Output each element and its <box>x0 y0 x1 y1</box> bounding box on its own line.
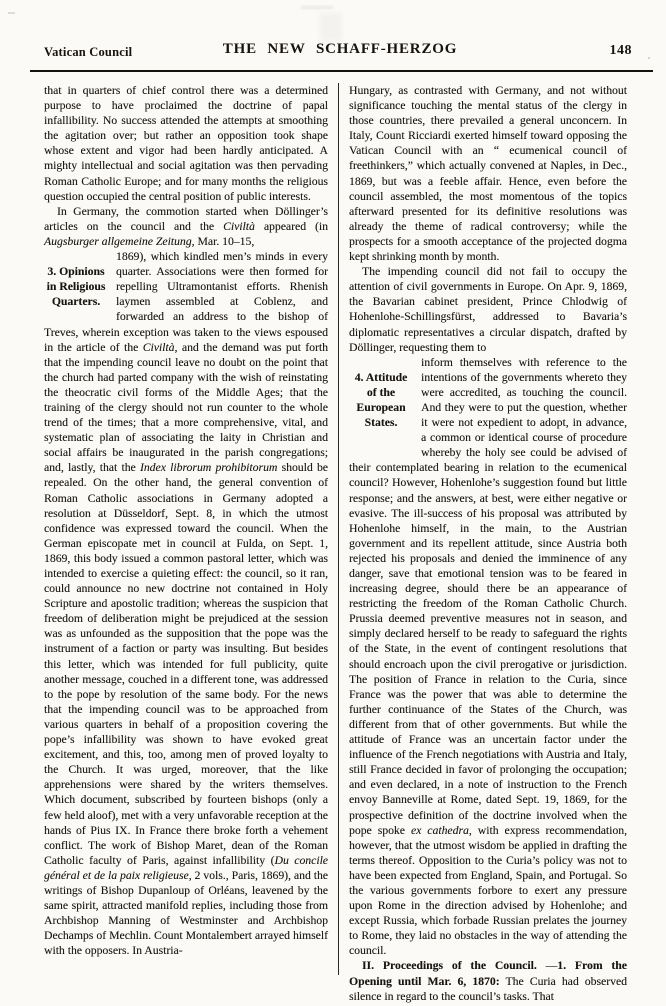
page-number: 148 <box>609 43 632 58</box>
cut-in-heading-line: 3. Opinions <box>47 264 105 278</box>
header-rule <box>30 70 653 72</box>
column-divider <box>338 83 339 975</box>
running-head-article-title: Vatican Council <box>44 45 133 59</box>
left-column <box>44 83 328 1004</box>
encyclopedia-title: THE NEW SCHAFF-HERZOG <box>222 41 458 57</box>
paragraph-attitude-body <box>349 355 627 959</box>
cut-in-heading-line: in Religious <box>46 279 106 293</box>
paragraph-text: 1869), which kindled men’s minds in every quarter. Associations were then formed for repelling Ultramontanist efforts. Rhenish laymen assembled at Coblenz, and forwarded an address to the bishop of Treves, wherein exception was taken to the views espoused in the article of the Civiltà, and the demand was put forth that the impending council leave no doubt on the point that the church had parted company with the wish of reinstating the theocratic civil forms of the Middle Ages; that the training of the clergy should not run counter to the whole trend of the times; that a more comprehensive, vital, and systematic plan of associating the laity in Christian and social affairs be inaugurated in the parish congregations; and, lastly, that the Index librorum prohibitorum should be repealed. On the other hand, the general convention of Roman Catholic associations in Germany adopted a resolution at Düsseldorf, Sept. 8, in which the utmost confidence was expressed toward the council. When the German episcopate met in council at Fulda, on Sept. 1, 1869, this body issued a common pastoral letter, which was intended to exercise a quieting effect: the council, so it ran, could announce no new doctrine not contained in Holy Scripture and apostolic tradition; whereas the suspicion that freedom of deliberation might be prejudiced at the session was as unfounded as the supposition that the pope was the instrument of a faction or party was insulting. But besides this letter, which was intended for full publicity, quite another message, couched in a different tone, was addressed to the pope by resolution of the same body. For the news that the impending council was to be approached from various quarters in behalf of a proposition covering the pope’s infallibility was shown to have evoked great excitement, and this, too, among men of proved loyalty to the Church. It was urged, moreover, that the like apprehensions were shared by the writers themselves. Which document, subscribed by fourteen bishops (only a few held aloof), met with a very unfavorable reception at the hands of Pius IX. In France there broke forth a vehement conflict. The work of Bishop Maret, dean of the Roman Catholic faculty of Paris, against infallibility (Du concile général et de la paix religieuse, 2 vols., Paris, 1869), and the writings of Bishop Dupanloup of Orléans, leavened by the same spirit, attracted manifold replies, including those from Archbishop Manning of Westminster and Archbishop Dechamps of Mechlin. Count Montalembert arrayed himself with the opposers. In Austria- <box>44 250 328 958</box>
paragraph-proceedings: II. Proceedings of the Council. —1. From the Opening until Mar. 6, 1870: The Curia had observed silence in regard to the council’s tasks. That <box>349 959 627 1003</box>
paragraph-continuation: that in quarters of chief control there was a determined purpose to have proclaimed the doctrine of papal infallibility. No success attended the attempts at smoothing the agitation over; but rather an opposition took shape whose extent and vigor had been hardly anticipated. A mighty intellectual and social agitation was then pervading Roman Catholic Europe; and for many months the religious question occupied the central position of public interests. <box>44 84 328 203</box>
text-columns <box>44 83 628 1004</box>
paragraph-text: inform themselves with reference to the intentions of the governments whereto they were accredited, as touching the council. And they were to put the question, whether it were not expedient to adopt, in advance, a common or identical course of procedure whereby the holy see could be advised of their contemplated bearing in relation to the ecumenical council? However, Hohenlohe’s suggestion found but little response; and the answers, at best, were either negative or evasive. The ill-success of his proposal was attributed by Hohenlohe himself, in the main, to the Austrian government and its repellent attitude, since Austria both rejected his proposals and denied the imminence of any danger, save that emotional tension was to be feared in increasing degree, should there be an appearance of restricting the freedom of the Roman Catholic Church. Prussia deemed preventive measures not in season, and simply declared herself to be ready to safeguard the rights of the State, in the event of contingent resolutions that should encroach upon the civil prerogative or jurisdiction. The position of France in relation to the Curia, since France was the power that was able to determine the further continuance of the States of the Church, was different from that of other governments. But while the attitude of France was an uncertain factor under the influence of the French negotiations with Austria and Italy, still France decided in favor of prolonging the occupation; and even declared, in a note of instruction to the French envoy Banneville at Rome, dated Sept. 19, 1869, for the prospective definition of the doctrine involved when the pope spoke ex cathedra, with express recommendation, however, that the utmost wisdom be applied in drafting the terms thereof. Opposition to the Curia’s policy was not to have been expected from England, Spain, and Portugal. So the various governments forbore to exert any pressure upon Rome in the direction advised by Hohenlohe; and except Russia, which forbade Russian prelates the journey to Rome, they laid no obstacles in the way of attending the council. <box>349 355 627 958</box>
scan-artifact <box>8 12 15 14</box>
cut-in-heading-line: of the <box>366 386 396 400</box>
scan-artifact <box>320 13 342 41</box>
paragraph-germany-body <box>44 249 328 958</box>
scan-artifact <box>648 57 650 59</box>
cut-in-heading-opinions <box>44 249 108 324</box>
cut-in-heading-line: States. <box>364 416 398 430</box>
cut-in-heading-line: 4. Attitude <box>354 371 408 384</box>
cut-in-heading-line: European <box>356 401 406 415</box>
paragraph-germany-intro: In Germany, the commotion started when Döllinger’s articles on the council and the Civiltà appeared (in Augsburger allgemeine Zeitung, Mar. 10–15, <box>44 204 328 248</box>
cut-in-heading-line: Quarters. <box>51 295 101 309</box>
scan-artifact <box>301 6 333 9</box>
cut-in-heading-attitude <box>349 355 413 446</box>
running-head <box>44 41 636 61</box>
right-column <box>349 83 627 1004</box>
paragraph-austria-hungary: Hungary, as contrasted with Germany, and not without significance touching the mental status of the clergy in those countries, there prevailed a general unconcern. In Italy, Count Ricciardi exerted himself toward opposing the Vatican Council with an “ ecumenical council of freethinkers,” which actually convened at Naples, in Dec., 1869, but was a feeble affair. Hence, even before the council assembled, the most momentous of the topics afterward presented for its definitive resolutions was already the theme of radical controversy; while the prospects for a smooth acceptance of the projected dogma kept shrinking month by month. <box>349 84 627 264</box>
paragraph-attitude-intro: The impending council did not fail to occupy the attention of civil governments in Europe. On Apr. 9, 1869, the Bavarian cabinet president, Prince Chlodwig of Hohenlohe-Schillingsfürst, addressed to Bavaria’s diplomatic representatives a circular dispatch, drafted by Döllinger, requesting them to <box>349 265 627 354</box>
